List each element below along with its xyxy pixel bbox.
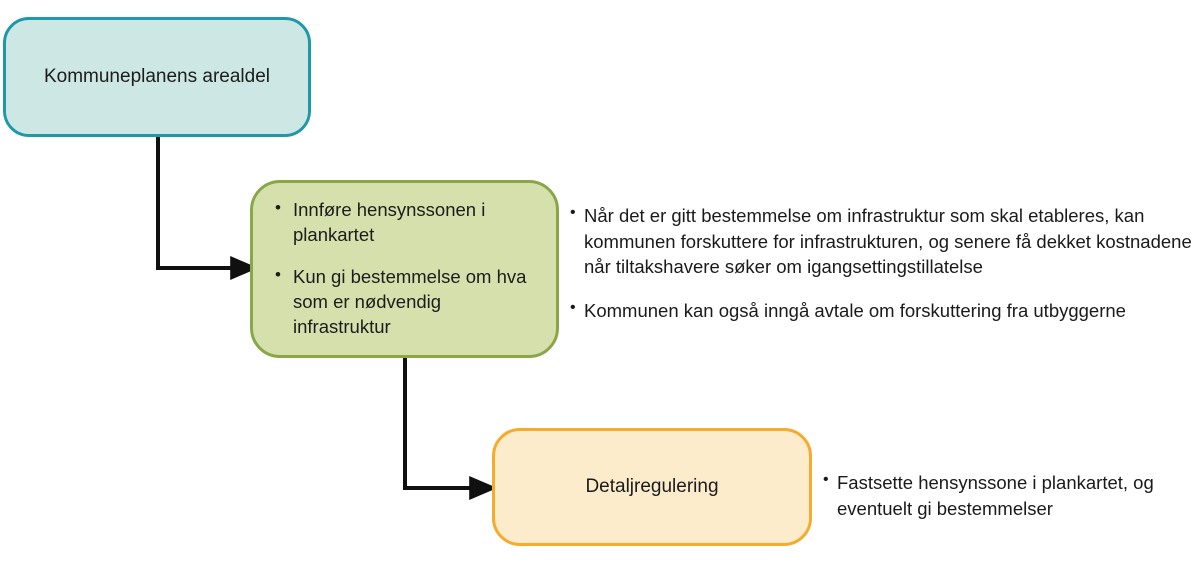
note-green-bullet-list	[570, 203, 1200, 323]
list-item: • Innføre hensynssonen i plankartet	[275, 198, 540, 248]
connector-hensyn-to-detalj	[405, 358, 470, 488]
note-orange-box	[823, 470, 1198, 521]
connector-kpa-to-hensyn	[158, 137, 231, 268]
note-green-box	[570, 203, 1200, 323]
node-kommuneplanens-arealdel-label: Kommuneplanens arealdel	[43, 65, 271, 87]
node-detaljregulering-label: Detaljregulering	[585, 475, 719, 497]
list-item: • Kommunen kan også inngå avtale om forskuttering fra utbyggerne	[570, 298, 1200, 324]
list-item: • Når det er gitt bestemmelse om infrastruktur som skal etableres, kan kommunen forskuttere for infrastrukturen, og senere få dekket kostnadene når tiltakshavere søker om igangsettingstillatelse	[570, 203, 1200, 280]
node-kommuneplanens-arealdel[interactable]	[3, 17, 311, 137]
list-item: • Fastsette hensynssone i plankartet, og eventuelt gi bestemmelser	[823, 470, 1198, 521]
note-orange-bullet-list	[823, 470, 1198, 521]
node-hensynssone-bullet-list	[253, 198, 556, 340]
node-detaljregulering[interactable]	[492, 428, 812, 546]
list-item: • Kun gi bestemmelse om hva som er nødvendig infrastruktur	[275, 265, 540, 340]
node-hensynssone-tiltak[interactable]	[250, 180, 559, 358]
